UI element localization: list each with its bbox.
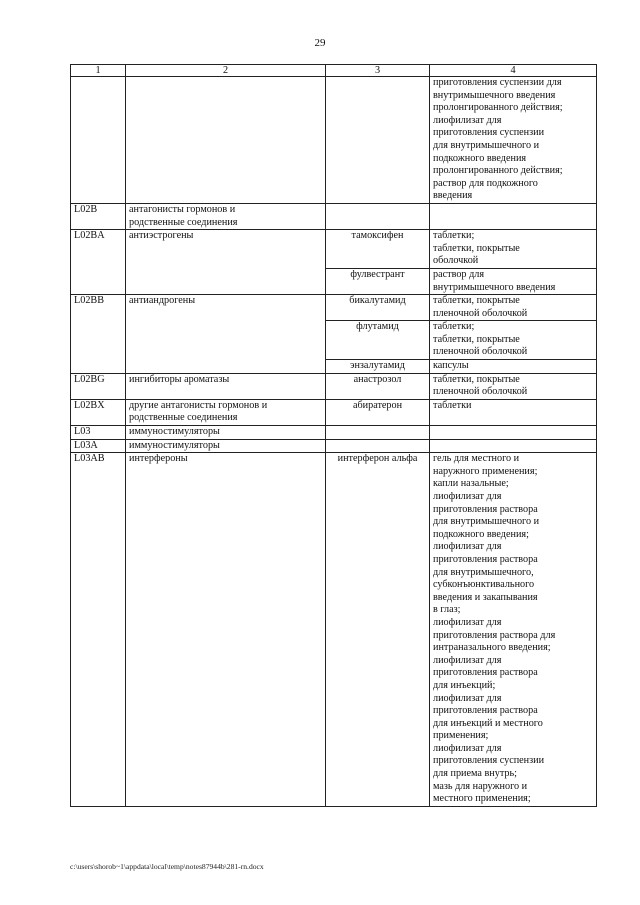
group-name-cell	[126, 203, 326, 229]
dosage-form-cell	[430, 399, 597, 425]
table-row	[71, 203, 597, 229]
atc-code-cell	[71, 426, 126, 440]
inn-cell	[326, 268, 430, 294]
inn-cell-text: абиратерон	[352, 399, 403, 411]
group-name-cell-text: ингибиторы ароматазы	[129, 373, 230, 385]
atc-code-cell-text: L03	[74, 426, 91, 438]
atc-code-cell-text: L03A	[74, 439, 98, 451]
atc-code-cell	[71, 295, 126, 374]
dosage-form-cell	[430, 203, 597, 229]
inn-cell	[326, 453, 430, 807]
atc-code-cell	[71, 373, 126, 399]
table-header-row	[71, 65, 597, 77]
atc-code-cell-text: L02BX	[74, 399, 105, 411]
inn-cell	[326, 439, 430, 453]
inn-cell	[326, 360, 430, 374]
table-row	[71, 295, 597, 321]
table-row	[71, 453, 597, 807]
dosage-form-cell-text: капсулы	[433, 360, 469, 372]
inn-cell	[326, 399, 430, 425]
dosage-form-cell	[430, 230, 597, 269]
inn-cell-text: анастрозол	[353, 373, 402, 385]
column-header: 3	[326, 65, 430, 77]
group-name-cell	[126, 77, 326, 204]
atc-code-cell	[71, 399, 126, 425]
atc-code-cell	[71, 439, 126, 453]
inn-cell	[326, 373, 430, 399]
atc-code-cell-text: L02BG	[74, 373, 105, 385]
atc-code-cell	[71, 77, 126, 204]
dosage-form-cell	[430, 77, 597, 204]
group-name-cell	[126, 373, 326, 399]
group-name-cell-text: антагонисты гормонов и родственные соединения	[129, 203, 238, 228]
atc-code-cell-text: L02BB	[74, 295, 105, 307]
group-name-cell	[126, 453, 326, 807]
group-name-cell-text: антиэстрогены	[129, 230, 194, 242]
inn-cell	[326, 230, 430, 269]
drug-list-table	[70, 64, 597, 807]
atc-code-cell	[71, 230, 126, 295]
dosage-form-cell	[430, 321, 597, 360]
group-name-cell	[126, 399, 326, 425]
inn-cell	[326, 203, 430, 229]
atc-code-cell	[71, 203, 126, 229]
dosage-form-cell-text: таблетки; таблетки, покрытые оболочкой	[433, 230, 520, 267]
inn-cell-text: флутамид	[356, 321, 399, 333]
group-name-cell-text: интерфероны	[129, 453, 188, 465]
dosage-form-cell-text: таблетки, покрытые пленочной оболочкой	[433, 295, 528, 319]
inn-cell	[326, 77, 430, 204]
dosage-form-cell-text: таблетки; таблетки, покрытые пленочной оболочкой	[433, 321, 528, 358]
group-name-cell-text: иммуностимуляторы	[129, 426, 220, 438]
inn-cell-text: фулвестрант	[350, 268, 405, 280]
group-name-cell-text: иммуностимуляторы	[129, 439, 220, 451]
group-name-cell	[126, 295, 326, 374]
inn-cell-text: энзалутамид	[350, 360, 405, 372]
dosage-form-cell	[430, 426, 597, 440]
table-row	[71, 77, 597, 204]
inn-cell	[326, 321, 430, 360]
table-row	[71, 439, 597, 453]
inn-cell-text: интерферон альфа	[337, 453, 418, 465]
column-header: 4	[430, 65, 597, 77]
group-name-cell-text: другие антагонисты гормонов и родственные соединения	[129, 399, 268, 424]
dosage-form-cell	[430, 453, 597, 807]
dosage-form-cell-text: таблетки	[433, 399, 472, 411]
atc-code-cell	[71, 453, 126, 807]
inn-cell-text: бикалутамид	[349, 295, 406, 307]
inn-cell-text: тамоксифен	[351, 230, 404, 242]
table-row	[71, 399, 597, 425]
inn-cell	[326, 426, 430, 440]
table-row	[71, 426, 597, 440]
atc-code-cell-text: L02BA	[74, 230, 105, 242]
column-header: 2	[126, 65, 326, 77]
footer-file-path: c:\users\shorob~1\appdata\local\temp\notes87944b\281-rn.docx	[70, 862, 264, 871]
atc-code-cell-text: L02B	[74, 203, 98, 215]
dosage-form-cell	[430, 268, 597, 294]
dosage-form-cell	[430, 360, 597, 374]
atc-code-cell-text: L03AB	[74, 453, 105, 465]
inn-cell	[326, 295, 430, 321]
group-name-cell	[126, 426, 326, 440]
group-name-cell	[126, 439, 326, 453]
dosage-form-cell-text: таблетки, покрытые пленочной оболочкой	[433, 373, 528, 398]
group-name-cell-text: антиандрогены	[129, 295, 196, 307]
group-name-cell	[126, 230, 326, 295]
dosage-form-cell-text: приготовления суспензии для внутримышечного введения пролонгированного действия; лиофилизат для приготовления суспензии для внутримышечного и подкожного введения пролонгированного действия; раствор для подкожного введения	[433, 77, 563, 202]
dosage-form-cell	[430, 295, 597, 321]
dosage-form-cell	[430, 373, 597, 399]
table-row	[71, 230, 597, 269]
column-header: 1	[71, 65, 126, 77]
dosage-form-cell-text: раствор для внутримышечного введения	[433, 268, 556, 293]
dosage-form-cell	[430, 439, 597, 453]
dosage-form-cell-text: гель для местного и наружного применения; капли назальные; лиофилизат для приготовления раствора для внутримышечного и подкожного введения; лиофилизат для приготовления раствора для внутримышечного, субконъюнктивального введения и закапывания в глаз; лиофилизат для приготовления раствора для интраназального введения; лиофилизат для приготовления раствора для инъекций; лиофилизат для приготовления раствора для инъекций и местного применения; лиофилизат для приготовления суспензии для приема внутрь; мазь для наружного и местного применения;	[433, 453, 556, 805]
table-row	[71, 373, 597, 399]
page-number: 29	[314, 37, 326, 49]
